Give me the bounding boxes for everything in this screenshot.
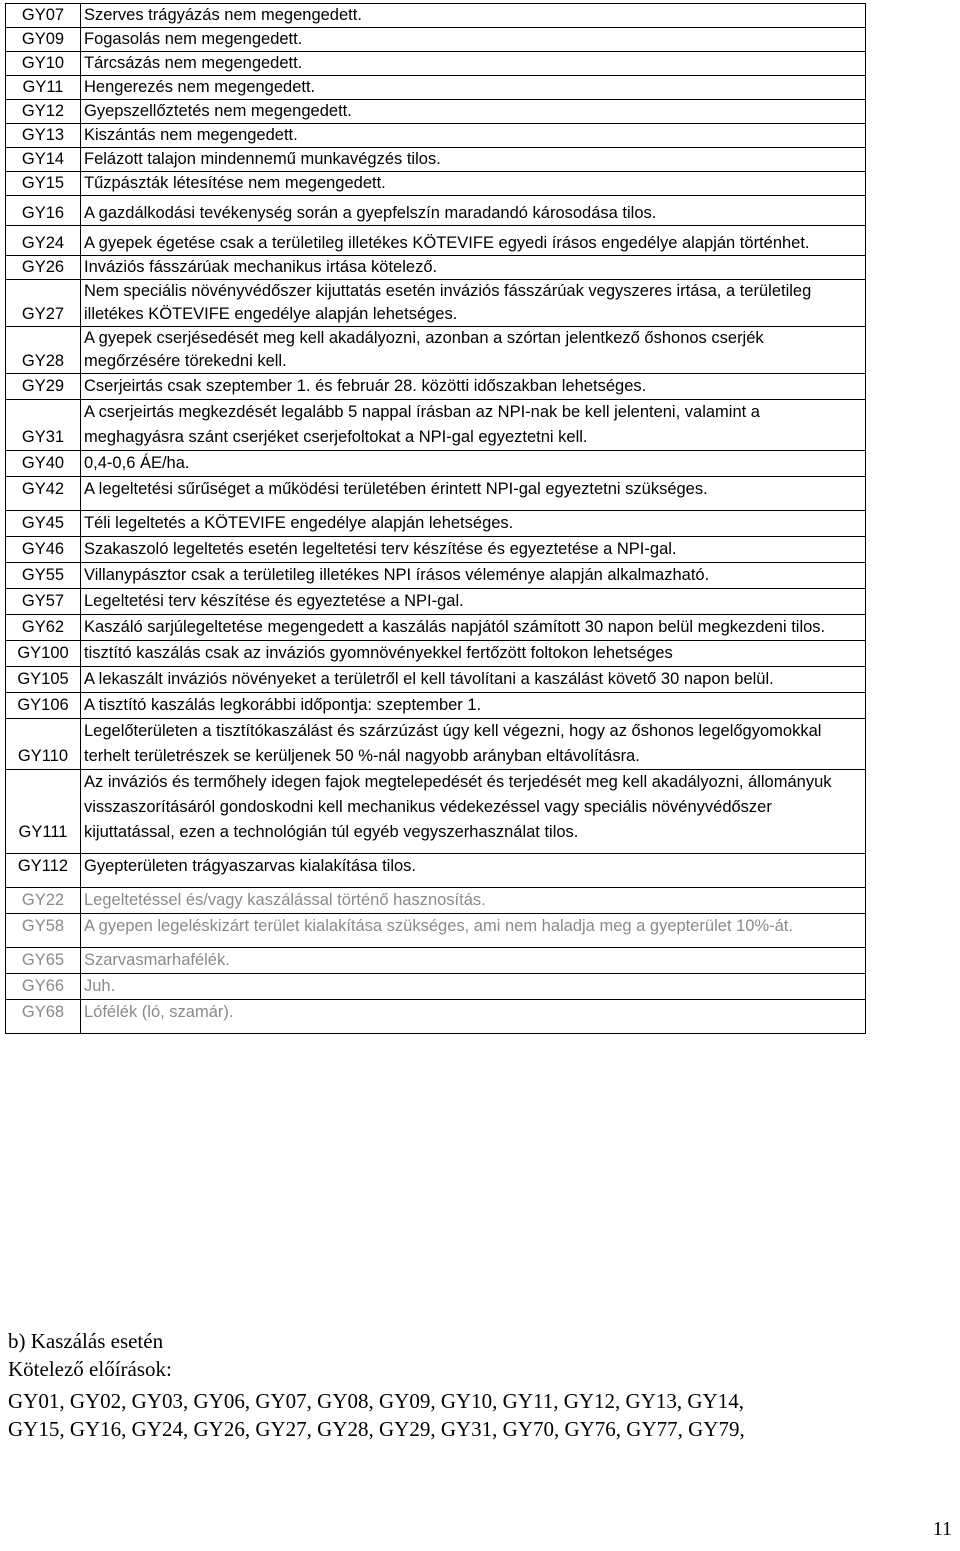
rule-text: 0,4-0,6 ÁE/ha. — [81, 451, 866, 477]
rule-text: Legelőterületen a tisztítókaszálást és szárzúzást úgy kell végezni, hogy az őshonos legelőgyomokkal terhelt területrészek se kerüljenek 50 %-nál nagyobb arányban eltávolításra. — [81, 719, 866, 770]
table-row — [6, 719, 866, 770]
rule-text: Gyepterületen trágyaszarvas kialakítása tilos. — [81, 854, 866, 888]
rule-text: A gyepek égetése csak a területileg illetékes KÖTEVIFE egyedi írásos engedélye alapján történhet. — [81, 226, 866, 256]
rule-code: GY112 — [6, 854, 81, 888]
rule-text: Villanypásztor csak a területileg illetékes NPI írásos véleménye alapján alkalmazható. — [81, 563, 866, 589]
rule-code: GY106 — [6, 693, 81, 719]
requirements-table — [5, 3, 866, 1034]
rule-code: GY13 — [6, 124, 81, 148]
rule-text: A legeltetési sűrűséget a működési területében érintett NPI-gal egyeztetni szükséges. — [81, 477, 866, 511]
rule-text: Hengerezés nem megengedett. — [81, 76, 866, 100]
rule-code: GY29 — [6, 374, 81, 400]
rule-code: GY28 — [6, 327, 81, 374]
rule-text: Gyepszellőztetés nem megengedett. — [81, 100, 866, 124]
table-row — [6, 226, 866, 256]
rule-code: GY111 — [6, 770, 81, 854]
rule-code: GY46 — [6, 537, 81, 563]
rule-text: Lófélék (ló, szamár). — [81, 1000, 866, 1034]
rule-code: GY62 — [6, 615, 81, 641]
table-row — [6, 400, 866, 451]
section-title: b) Kaszálás esetén — [8, 1329, 164, 1353]
rule-text: Tűzpászták létesítése nem megengedett. — [81, 172, 866, 196]
rule-code: GY27 — [6, 280, 81, 327]
rule-text: Kaszáló sarjúlegeltetése megengedett a kaszálás napjától számított 30 napon belül megkezdeni tilos. — [81, 615, 866, 641]
table-row — [6, 948, 866, 974]
rule-code: GY14 — [6, 148, 81, 172]
table-row — [6, 451, 866, 477]
rule-text: A gyepen legeléskizárt terület kialakítása szükséges, ami nem haladja meg a gyepterület 10%-át. — [81, 914, 866, 948]
rule-text: Juh. — [81, 974, 866, 1000]
required-codes-line: GY15, GY16, GY24, GY26, GY27, GY28, GY29, GY31, GY70, GY76, GY77, GY79, — [8, 1417, 745, 1441]
rule-code: GY100 — [6, 641, 81, 667]
rule-code: GY09 — [6, 28, 81, 52]
table-row — [6, 511, 866, 537]
rule-text: Fogasolás nem megengedett. — [81, 28, 866, 52]
section-subtitle: Kötelező előírások: — [8, 1357, 172, 1381]
rule-text: tisztító kaszálás csak az inváziós gyomnövényekkel fertőzött foltokon lehetséges — [81, 641, 866, 667]
table-row — [6, 172, 866, 196]
rule-code: GY58 — [6, 914, 81, 948]
table-row — [6, 100, 866, 124]
table-row — [6, 256, 866, 280]
table-row — [6, 641, 866, 667]
table-row — [6, 888, 866, 914]
rule-code: GY65 — [6, 948, 81, 974]
table-row — [6, 615, 866, 641]
rule-text: Téli legeltetés a KÖTEVIFE engedélye alapján lehetséges. — [81, 511, 866, 537]
table-row — [6, 76, 866, 100]
table-row — [6, 563, 866, 589]
table-row — [6, 327, 866, 374]
rule-code: GY12 — [6, 100, 81, 124]
table-row — [6, 770, 866, 854]
rule-code: GY26 — [6, 256, 81, 280]
rule-code: GY42 — [6, 477, 81, 511]
table-row — [6, 4, 866, 28]
rule-text: Legeltetéssel és/vagy kaszálással történő hasznosítás. — [81, 888, 866, 914]
rule-text: A lekaszált inváziós növényeket a területről el kell távolítani a kaszálást követő 30 napon belül. — [81, 667, 866, 693]
rule-text: Nem speciális növényvédőszer kijuttatás esetén inváziós fásszárúak vegyszeres irtása, a területileg illetékes KÖTEVIFE engedélye alapján lehetséges. — [81, 280, 866, 327]
rule-text: Szakaszoló legeltetés esetén legeltetési terv készítése és egyeztetése a NPI-gal. — [81, 537, 866, 563]
table-row — [6, 28, 866, 52]
rule-code: GY22 — [6, 888, 81, 914]
rule-text: Szerves trágyázás nem megengedett. — [81, 4, 866, 28]
rule-text: Szarvasmarhafélék. — [81, 948, 866, 974]
rule-text: A gazdálkodási tevékenység során a gyepfelszín maradandó károsodása tilos. — [81, 196, 866, 226]
rule-text: A cserjeirtás megkezdését legalább 5 nappal írásban az NPI-nak be kell jelenteni, valamint a meghagyásra szánt cserjéket cserjefoltokat a NPI-gal egyeztetni kell. — [81, 400, 866, 451]
table-row — [6, 693, 866, 719]
rule-code: GY11 — [6, 76, 81, 100]
rule-code: GY16 — [6, 196, 81, 226]
rule-text: Legeltetési terv készítése és egyeztetése a NPI-gal. — [81, 589, 866, 615]
table-row — [6, 537, 866, 563]
table-row — [6, 589, 866, 615]
table-row — [6, 52, 866, 76]
table-row — [6, 914, 866, 948]
rule-code: GY40 — [6, 451, 81, 477]
rule-code: GY110 — [6, 719, 81, 770]
rule-text: A gyepek cserjésedését meg kell akadályozni, azonban a szórtan jelentkező őshonos cserjék megőrzésére törekedni kell. — [81, 327, 866, 374]
rule-code: GY45 — [6, 511, 81, 537]
rule-text: A tisztító kaszálás legkorábbi időpontja: szeptember 1. — [81, 693, 866, 719]
table-row — [6, 374, 866, 400]
page-number: 11 — [932, 1518, 952, 1540]
rule-code: GY07 — [6, 4, 81, 28]
rule-code: GY68 — [6, 1000, 81, 1034]
rule-code: GY31 — [6, 400, 81, 451]
rule-text: Cserjeirtás csak szeptember 1. és február 28. közötti időszakban lehetséges. — [81, 374, 866, 400]
table-row — [6, 148, 866, 172]
rule-code: GY66 — [6, 974, 81, 1000]
rule-code: GY57 — [6, 589, 81, 615]
rule-code: GY105 — [6, 667, 81, 693]
table-row — [6, 124, 866, 148]
table-row — [6, 974, 866, 1000]
required-codes-line: GY01, GY02, GY03, GY06, GY07, GY08, GY09, GY10, GY11, GY12, GY13, GY14, — [8, 1389, 744, 1413]
rule-text: Tárcsázás nem megengedett. — [81, 52, 866, 76]
rule-code: GY55 — [6, 563, 81, 589]
rule-code: GY10 — [6, 52, 81, 76]
table-row — [6, 196, 866, 226]
table-row — [6, 1000, 866, 1034]
rule-text: Felázott talajon mindennemű munkavégzés tilos. — [81, 148, 866, 172]
table-row — [6, 477, 866, 511]
rule-text: Inváziós fásszárúak mechanikus irtása kötelező. — [81, 256, 866, 280]
rule-code: GY15 — [6, 172, 81, 196]
table-row — [6, 667, 866, 693]
table-row — [6, 854, 866, 888]
rule-text: Az inváziós és termőhely idegen fajok megtelepedését és terjedését meg kell akadályozni, állományuk visszaszorításáról gondoskodni kell mechanikus védekezéssel vagy speciális növényvédőszer kijuttatással, ezen a technológián túl egyéb vegyszerhasználat tilos. — [81, 770, 866, 854]
table-row — [6, 280, 866, 327]
rule-text: Kiszántás nem megengedett. — [81, 124, 866, 148]
rule-code: GY24 — [6, 226, 81, 256]
